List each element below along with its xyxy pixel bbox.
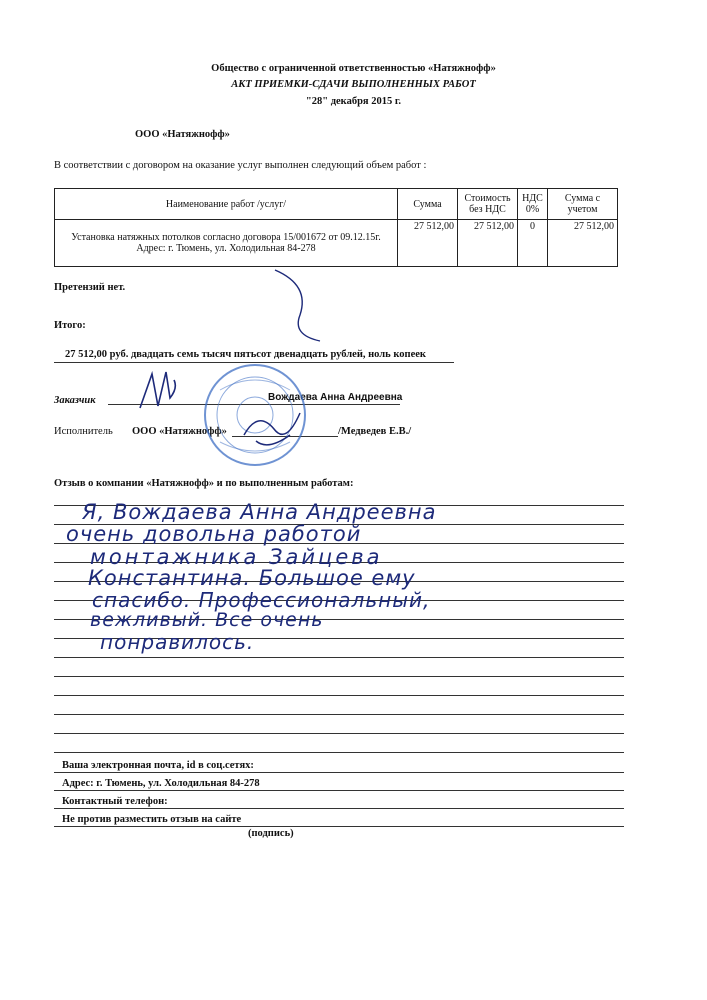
no-vat-cell: 27 512,00 xyxy=(458,220,518,267)
col-header-no-vat: Стоимость без НДС xyxy=(458,189,518,220)
total-label: Итого: xyxy=(54,320,86,331)
document-title: АКТ ПРИЕМКИ-СДАЧИ ВЫПОЛНЕННЫХ РАБОТ xyxy=(231,79,476,90)
handwritten-line: монтажника Зайцева xyxy=(90,545,383,569)
no-claims-text: Претензий нет. xyxy=(54,282,126,293)
handwritten-line: вежливый. Все очень xyxy=(90,609,324,631)
handwritten-line: очень довольна работой xyxy=(66,522,362,546)
table-row xyxy=(55,220,618,267)
review-line xyxy=(54,752,624,753)
phone-line xyxy=(54,808,624,809)
total-words: 27 512,00 руб. двадцать семь тысяч пятьсот двенадцать рублей, ноль копеек xyxy=(65,349,426,360)
work-address: Адрес: г. Тюмень, ул. Холодильная 84-278 xyxy=(136,243,316,254)
address-label: Адрес: г. Тюмень, ул. Холодильная 84-278 xyxy=(62,778,260,789)
col-header-total: Сумма с учетом xyxy=(548,189,618,220)
customer-label: Заказчик xyxy=(54,395,96,406)
signature-caption: (подпись) xyxy=(248,828,294,839)
work-description: Установка натяжных потолков согласно договора 15/001672 от 09.12.15г. xyxy=(71,232,381,243)
executor-signature-icon xyxy=(238,405,308,455)
work-name-cell xyxy=(55,220,398,267)
email-label: Ваша электронная почта, id в соц.сетях: xyxy=(62,760,254,771)
email-line xyxy=(54,772,624,773)
vat-cell: 0 xyxy=(518,220,548,267)
executor-name: /Медведев Е.В./ xyxy=(338,426,412,437)
review-label: Отзыв о компании «Натяжнофф» и по выполненным работам: xyxy=(54,478,354,489)
review-line xyxy=(54,714,624,715)
customer-signature-icon xyxy=(130,368,190,413)
org-name: ООО «Натяжнофф» xyxy=(135,129,230,140)
works-table xyxy=(54,188,618,267)
executor-label: Исполнитель xyxy=(54,426,113,437)
executor-org: ООО «Натяжнофф» xyxy=(132,426,227,437)
review-line xyxy=(54,695,624,696)
handwritten-line: спасибо. Профессиональный, xyxy=(92,588,431,612)
col-header-name: Наименование работ /услуг/ xyxy=(55,189,398,220)
review-line xyxy=(54,733,624,734)
address-line xyxy=(54,790,624,791)
intro-text: В соответствии с договором на оказание услуг выполнен следующий объем работ : xyxy=(54,160,427,171)
consent-line xyxy=(54,826,624,827)
customer-name: Вождаева Анна Андреевна xyxy=(268,392,403,403)
col-header-sum: Сумма xyxy=(398,189,458,220)
table-header-row xyxy=(55,189,618,220)
sum-cell: 27 512,00 xyxy=(398,220,458,267)
review-line xyxy=(54,657,624,658)
document-date: "28" декабря 2015 г. xyxy=(305,96,402,107)
company-name: Общество с ограниченной ответственностью «Натяжнофф» xyxy=(211,63,496,74)
handwritten-line: Я, Вождаева Анна Андреевна xyxy=(82,500,437,524)
pen-mark-icon xyxy=(270,265,330,345)
handwritten-line: Константина. Большое ему xyxy=(88,566,416,590)
total-cell: 27 512,00 xyxy=(548,220,618,267)
col-header-vat: НДС 0% xyxy=(518,189,548,220)
review-line xyxy=(54,676,624,677)
phone-label: Контактный телефон: xyxy=(62,796,168,807)
consent-label: Не против разместить отзыв на сайте xyxy=(62,814,242,825)
handwritten-line: понравилось. xyxy=(100,630,255,654)
